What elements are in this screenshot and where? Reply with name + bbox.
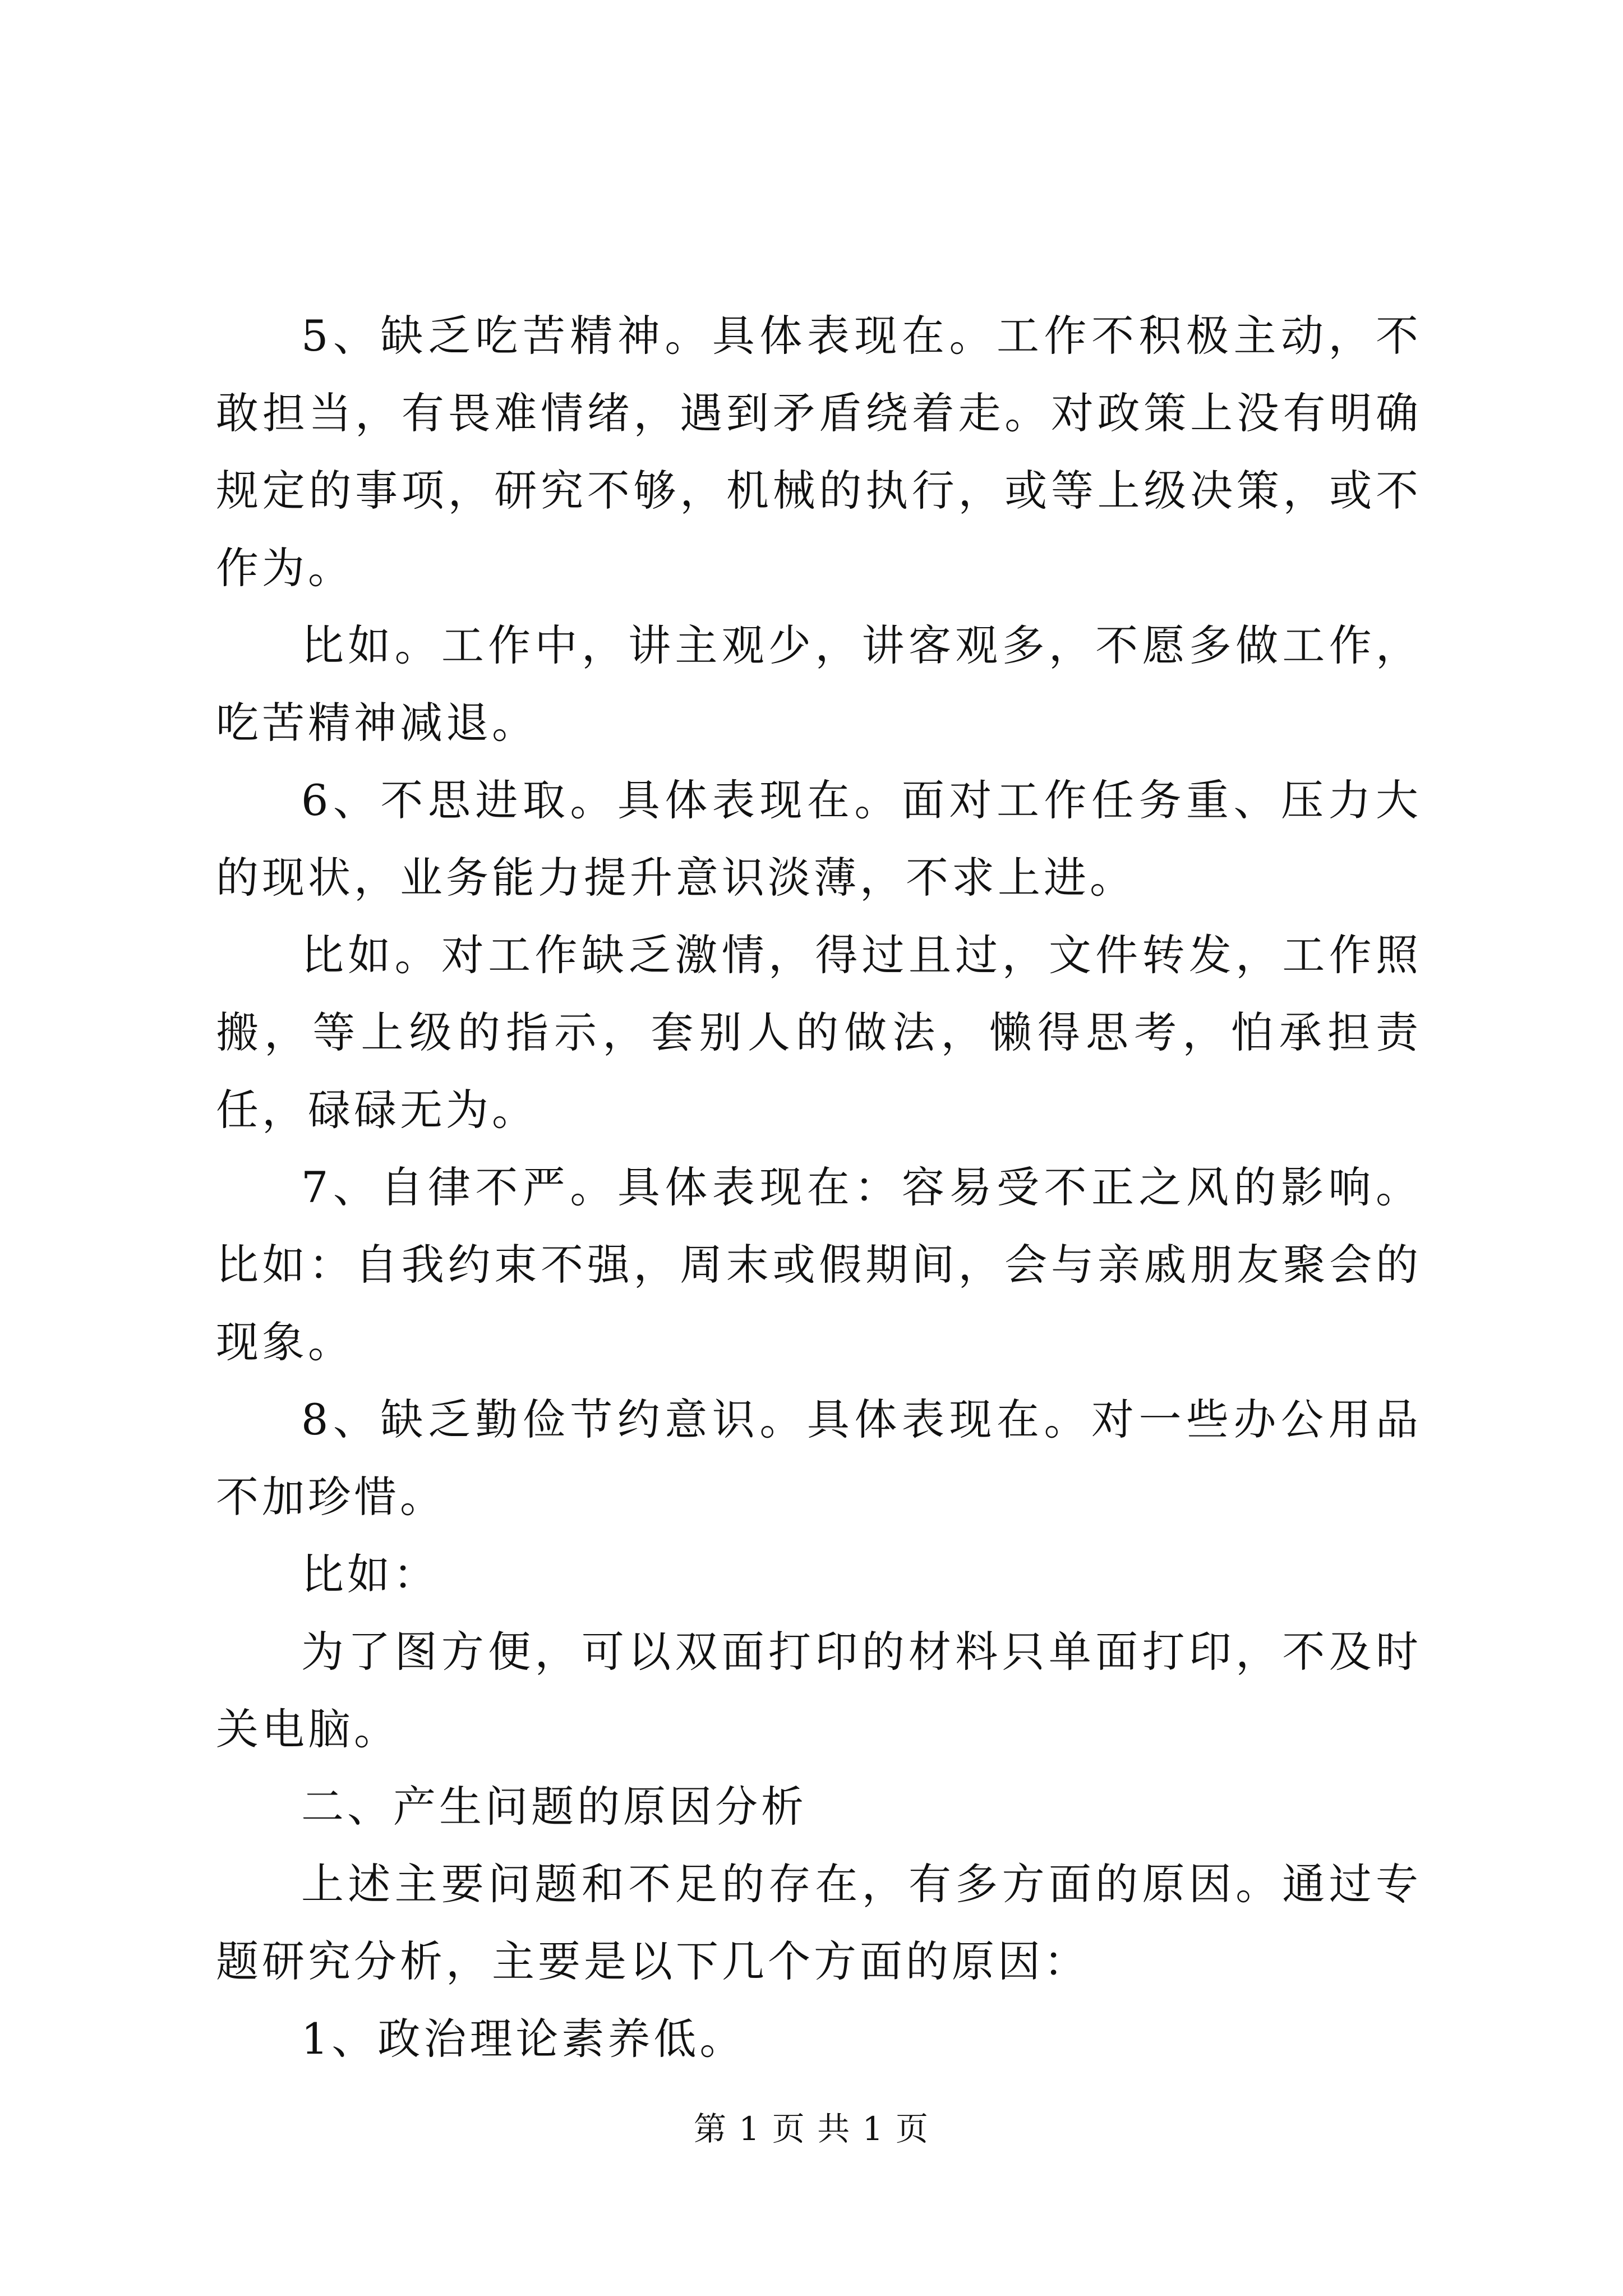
paragraph-example-printing: 为了图方便，可以双面打印的材料只单面打印，不及时关电脑。 xyxy=(216,1627,1422,1754)
document-body xyxy=(216,297,1422,2078)
page-footer: 第 1 页 共 1 页 xyxy=(694,2110,929,2148)
section-heading-cause-analysis: 二、产生问题的原因分析 xyxy=(301,1782,807,1832)
paragraph-example-label: 比如： xyxy=(301,1549,439,1599)
paragraph-item-8-thrift: 8、缺乏勤俭节约意识。具体表现在。对一些办公用品不加珍惜。 xyxy=(216,1395,1422,1522)
paragraph-example-hardship: 比如。工作中，讲主观少，讲客观多，不愿多做工作，吃苦精神减退。 xyxy=(216,620,1422,748)
paragraph-cause-1: 1、政治理论素养低。 xyxy=(301,2014,746,2064)
paragraph-item-5-hardship: 5、缺乏吃苦精神。具体表现在。工作不积极主动，不敢担当，有畏难情绪，遇到矛盾绕着走。对政策上没有明确规定的事项，研究不够，机械的执行，或等上级决策，或不作为。 xyxy=(216,311,1422,593)
paragraph-item-7-discipline: 7、自律不严。具体表现在：容易受不正之风的影响。比如：自我约束不强，周末或假期间，会与亲戚朋友聚会的现象。 xyxy=(216,1162,1422,1367)
paragraph-example-progress: 比如。对工作缺乏激情，得过且过，文件转发，工作照搬，等上级的指示，套别人的做法，懒得思考，怕承担责任，碌碌无为。 xyxy=(216,930,1422,1135)
paragraph-analysis-intro: 上述主要问题和不足的存在，有多方面的原因。通过专题研究分析，主要是以下几个方面的原因： xyxy=(216,1859,1422,1986)
paragraph-item-6-progress: 6、不思进取。具体表现在。面对工作任务重、压力大的现状，业务能力提升意识淡薄，不求上进。 xyxy=(216,775,1422,903)
